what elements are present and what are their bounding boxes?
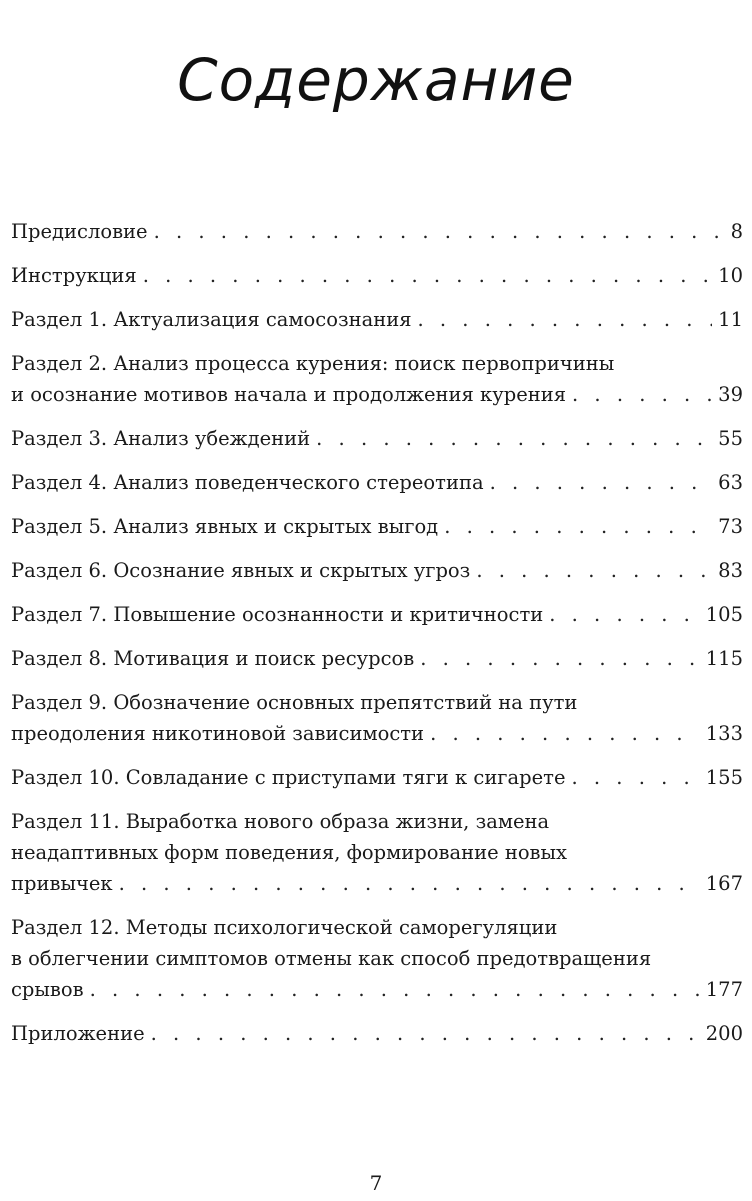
- toc-entry-title-line: Раздел 5. Анализ явных и скрытых выгод: [11, 515, 439, 538]
- toc-entry-page-number: 115: [705, 647, 743, 670]
- toc-entry-page-number: 63: [718, 471, 743, 494]
- toc-entry-title-line: Предисловие: [11, 220, 148, 243]
- toc-entry-last-line: [11, 511, 743, 542]
- toc-entry-title-line: Раздел 12. Методы психологической саморегуляции: [11, 916, 558, 939]
- toc-entry-title-line: Раздел 4. Анализ поведенческого стереотипа: [11, 471, 484, 494]
- toc-entry-last-line: [11, 762, 743, 793]
- toc-entry-last-line: [11, 467, 743, 498]
- toc-entry-page-number: 39: [718, 383, 743, 406]
- toc-entry-page-number: 167: [705, 872, 743, 895]
- toc-entry-page-number: 55: [718, 427, 743, 450]
- toc-entry-title-line: Раздел 10. Совладание с приступами тяги к сигарете: [11, 766, 566, 789]
- toc-entry: [11, 555, 743, 586]
- toc-entry-title-line: Раздел 6. Осознание явных и скрытых угроз: [11, 559, 471, 582]
- dot-leader: [316, 423, 712, 454]
- dot-leader: [90, 974, 700, 1005]
- toc-entry-last-line: [11, 718, 743, 749]
- toc-entry-last-line: [11, 974, 743, 1005]
- toc-entry-title-line: Раздел 3. Анализ убеждений: [11, 427, 311, 450]
- toc-entry-title-line: и осознание мотивов начала и продолжения курения: [11, 383, 567, 406]
- toc-entry: [11, 348, 743, 410]
- dot-leader: [151, 1018, 700, 1049]
- toc-entry-page-number: 10: [718, 264, 743, 287]
- dot-leader: [143, 260, 712, 291]
- toc-entry-last-line: [11, 260, 743, 291]
- toc-entry-page-number: 177: [705, 978, 743, 1001]
- toc-entry-last-line: [11, 1018, 743, 1049]
- toc-entry-last-line: [11, 216, 743, 247]
- toc-entry: [11, 599, 743, 630]
- toc-entry: [11, 216, 743, 247]
- toc-entry: [11, 1018, 743, 1049]
- toc-entry-last-line: [11, 868, 743, 899]
- dot-leader: [154, 216, 725, 247]
- toc-entry: [11, 806, 743, 899]
- dot-leader: [549, 599, 700, 630]
- toc-entry-page-number: 155: [705, 766, 743, 789]
- page-number: 7: [369, 1171, 383, 1195]
- toc-entry: [11, 687, 743, 749]
- toc-entry-title-line: неадаптивных форм поведения, формирование новых: [11, 841, 568, 864]
- toc-entry-page-number: 8: [730, 220, 743, 243]
- toc-entry-page-number: 105: [705, 603, 743, 626]
- dot-leader: [119, 868, 700, 899]
- toc-entry-last-line: [11, 304, 743, 335]
- toc-entry-title-line: Раздел 8. Мотивация и поиск ресурсов: [11, 647, 415, 670]
- dot-leader: [476, 555, 712, 586]
- toc-entry-title-line: срывов: [11, 978, 84, 1001]
- dot-leader: [420, 643, 700, 674]
- toc-entry-title-line: Раздел 2. Анализ процесса курения: поиск первопричины: [11, 352, 615, 375]
- page-title: Содержание: [177, 45, 575, 114]
- toc-entry-last-line: [11, 423, 743, 454]
- table-of-contents: [11, 216, 743, 1062]
- toc-entry: [11, 304, 743, 335]
- toc-entry-title-line: Раздел 9. Обозначение основных препятствий на пути: [11, 691, 578, 714]
- toc-entry-page-number: 133: [705, 722, 743, 745]
- dot-leader: [572, 379, 712, 410]
- toc-entry-page-number: 73: [718, 515, 743, 538]
- toc-entry-title-line: преодоления никотиновой зависимости: [11, 722, 425, 745]
- toc-entry-title-line: Раздел 7. Повышение осознанности и критичности: [11, 603, 544, 626]
- toc-entry: [11, 762, 743, 793]
- toc-entry-last-line: [11, 599, 743, 630]
- toc-entry: [11, 260, 743, 291]
- toc-entry: [11, 423, 743, 454]
- dot-leader: [444, 511, 712, 542]
- toc-entry-title-line: Раздел 11. Выработка нового образа жизни, замена: [11, 810, 550, 833]
- dot-leader: [418, 304, 713, 335]
- dot-leader: [490, 467, 713, 498]
- toc-entry-last-line: [11, 643, 743, 674]
- toc-entry-last-line: [11, 555, 743, 586]
- toc-entry: [11, 467, 743, 498]
- dot-leader: [572, 762, 700, 793]
- toc-entry-title-line: в облегчении симптомов отмены как способ предотвращения: [11, 947, 652, 970]
- toc-entry-last-line: [11, 379, 743, 410]
- toc-entry: [11, 912, 743, 1005]
- toc-entry-title-line: Инструкция: [11, 264, 137, 287]
- toc-entry-title-line: Приложение: [11, 1022, 145, 1045]
- toc-entry-page-number: 200: [705, 1022, 743, 1045]
- toc-entry-page-number: 83: [718, 559, 743, 582]
- toc-entry-title-line: привычек: [11, 872, 113, 895]
- toc-entry-page-number: 11: [718, 308, 743, 331]
- toc-entry: [11, 511, 743, 542]
- dot-leader: [430, 718, 700, 749]
- toc-entry: [11, 643, 743, 674]
- toc-entry-title-line: Раздел 1. Актуализация самосознания: [11, 308, 412, 331]
